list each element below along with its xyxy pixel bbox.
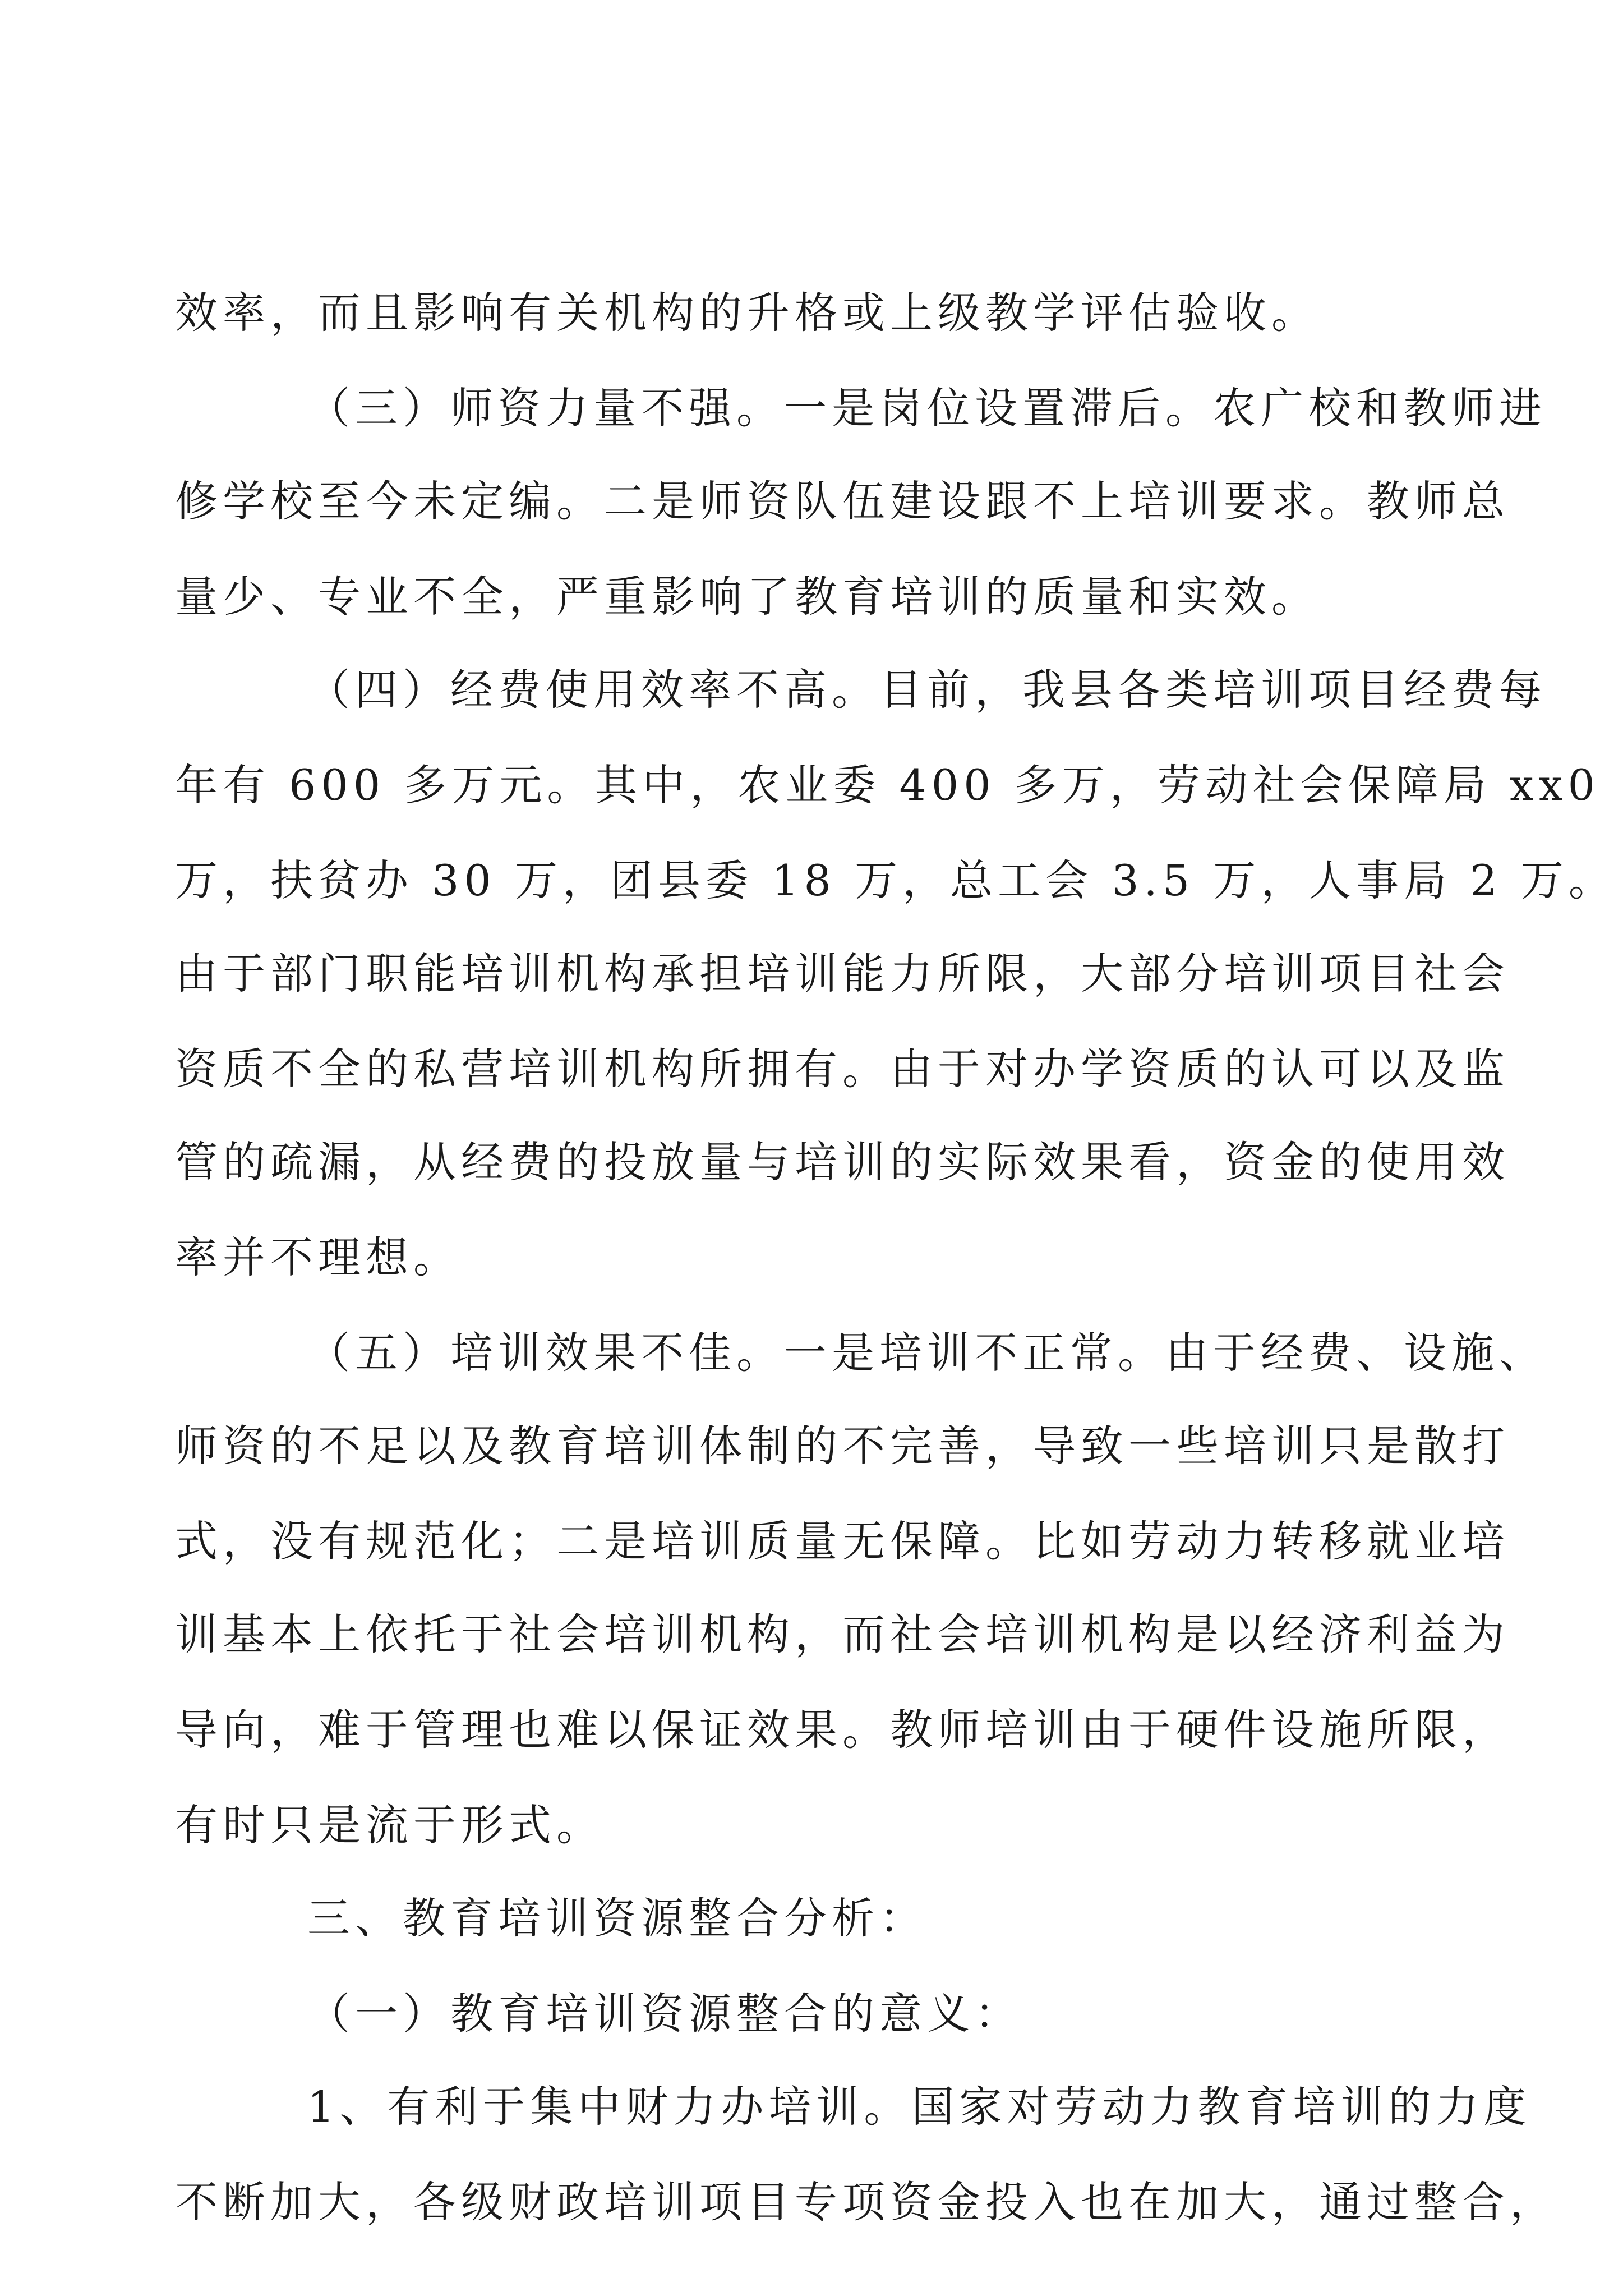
text-line: （一）教育培训资源整合的意义： bbox=[307, 1989, 1022, 2039]
text-line: 管的疏漏，从经费的投放量与培训的实际效果看，资金的使用效 bbox=[175, 1137, 1510, 1187]
text-line: 量少、专业不全，严重影响了教育培训的质量和实效。 bbox=[175, 572, 1319, 622]
text-line: 1、有利于集中财力办培训。国家对劳动力教育培训的力度 bbox=[307, 2082, 1532, 2132]
text-line: 有时只是流于形式。 bbox=[175, 1800, 604, 1850]
text-line: 修学校至今未定编。二是师资队伍建设跟不上培训要求。教师总 bbox=[175, 476, 1510, 526]
text-line: 师资的不足以及教育培训体制的不完善，导致一些培训只是散打 bbox=[175, 1421, 1510, 1471]
text-line: 万，扶贫办 30 万，团县委 18 万，总工会 3.5 万，人事局 2 万。 bbox=[175, 855, 1616, 905]
text-line: 率并不理想。 bbox=[175, 1232, 461, 1282]
text-line: （三）师资力量不强。一是岗位设置滞后。农广校和教师进 bbox=[307, 383, 1547, 433]
text-line: 式，没有规范化；二是培训质量无保障。比如劳动力转移就业培 bbox=[175, 1516, 1510, 1566]
text-line: 三、教育培训资源整合分析： bbox=[307, 1893, 927, 1943]
text-line: 资质不全的私营培训机构所拥有。由于对办学资质的认可以及监 bbox=[175, 1044, 1510, 1094]
text-line: 训基本上依托于社会培训机构，而社会培训机构是以经济利益为 bbox=[175, 1609, 1510, 1659]
text-line: （四）经费使用效率不高。目前，我县各类培训项目经费每 bbox=[307, 665, 1547, 715]
text-line: 由于部门职能培训机构承担培训能力所限，大部分培训项目社会 bbox=[175, 949, 1510, 999]
text-line: 效率，而且影响有关机构的升格或上级教学评估验收。 bbox=[175, 288, 1319, 338]
text-line: 不断加大，各级财政培训项目专项资金投入也在加大，通过整合， bbox=[175, 2177, 1557, 2227]
text-line: （五）培训效果不佳。一是培训不正常。由于经费、设施、 bbox=[307, 1328, 1547, 1378]
text-line: 导向，难于管理也难以保证效果。教师培训由于硬件设施所限， bbox=[175, 1705, 1510, 1755]
text-line: 年有 600 多万元。其中，农业委 400 多万，劳动社会保障局 xx0 bbox=[175, 760, 1600, 810]
